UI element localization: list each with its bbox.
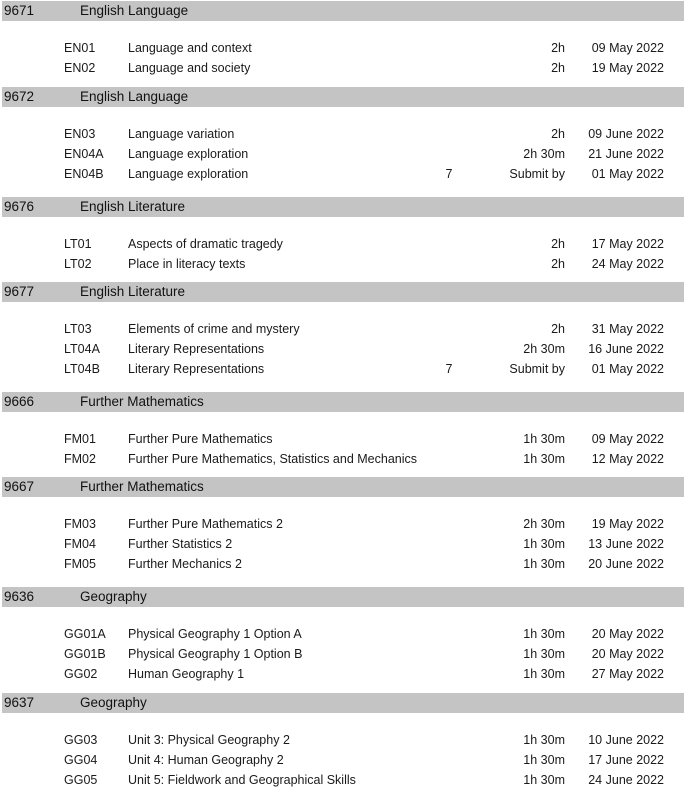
component-code: LT01 xyxy=(64,237,92,251)
component-code: EN02 xyxy=(64,61,96,75)
group-header xyxy=(2,87,684,107)
subject-name: English Language xyxy=(80,89,189,104)
component-code: EN04A xyxy=(64,147,104,161)
component-title: Physical Geography 1 Option B xyxy=(128,647,303,661)
component-code: EN04B xyxy=(64,167,104,181)
component-title: Human Geography 1 xyxy=(128,667,245,681)
component-title: Further Pure Mathematics, Statistics and Mechanics xyxy=(128,452,418,466)
subject-name: English Literature xyxy=(80,199,186,214)
exam-date: 01 May 2022 xyxy=(591,167,664,181)
exam-date: 31 May 2022 xyxy=(591,322,664,336)
component-title: Language and society xyxy=(128,61,251,75)
duration-value: 1h 30m xyxy=(523,733,565,747)
component-title: Physical Geography 1 Option A xyxy=(128,627,302,641)
qualification-code: 9671 xyxy=(4,3,35,18)
duration-value: Submit by xyxy=(509,167,565,181)
table-row xyxy=(0,58,688,78)
exam-date: 17 May 2022 xyxy=(591,237,664,251)
component-title: Further Pure Mathematics xyxy=(128,432,273,446)
duration-value: 2h xyxy=(551,127,565,141)
component-code: LT04B xyxy=(64,362,100,376)
qualification-code: 9677 xyxy=(4,284,35,299)
component-code: GG03 xyxy=(64,733,98,747)
component-code: LT03 xyxy=(64,322,92,336)
qualification-code: 9667 xyxy=(4,479,35,494)
group-header xyxy=(2,477,684,497)
component-code: FM04 xyxy=(64,537,96,551)
qualification-code: 9636 xyxy=(4,589,35,604)
duration-value: 1h 30m xyxy=(523,432,565,446)
qualification-code: 9676 xyxy=(4,199,35,214)
duration-value: 1h 30m xyxy=(523,537,565,551)
exam-date: 10 June 2022 xyxy=(588,733,664,747)
exam-date: 09 May 2022 xyxy=(591,41,664,55)
component-title: Language exploration xyxy=(128,147,249,161)
component-code: FM02 xyxy=(64,452,96,466)
component-title: Aspects of dramatic tragedy xyxy=(128,237,283,251)
component-code: GG01A xyxy=(64,627,106,641)
table-row xyxy=(0,750,688,770)
table-row xyxy=(0,644,688,664)
component-title: Further Mechanics 2 xyxy=(128,557,242,571)
component-title: Unit 4: Human Geography 2 xyxy=(128,753,284,767)
exam-date: 19 May 2022 xyxy=(591,517,664,531)
component-title: Place in literacy texts xyxy=(128,257,246,271)
component-code: EN03 xyxy=(64,127,96,141)
component-title: Unit 5: Fieldwork and Geographical Skills xyxy=(128,773,356,787)
table-row xyxy=(0,664,688,684)
exam-date: 24 May 2022 xyxy=(591,257,664,271)
exam-date: 12 May 2022 xyxy=(591,452,664,466)
component-code: FM01 xyxy=(64,432,96,446)
table-row xyxy=(0,770,688,790)
table-row xyxy=(0,359,688,379)
table-row xyxy=(0,38,688,58)
exam-date: 09 June 2022 xyxy=(588,127,664,141)
table-row xyxy=(0,164,688,184)
group-header xyxy=(2,392,684,412)
subject-name: Further Mathematics xyxy=(80,479,204,494)
group-header xyxy=(2,693,684,713)
table-row xyxy=(0,449,688,469)
subject-name: Further Mathematics xyxy=(80,394,204,409)
duration-value: 2h 30m xyxy=(523,517,565,531)
table-row xyxy=(0,730,688,750)
duration-value: 1h 30m xyxy=(523,647,565,661)
component-code: FM05 xyxy=(64,557,96,571)
table-row xyxy=(0,514,688,534)
group-header xyxy=(2,282,684,302)
exam-date: 01 May 2022 xyxy=(591,362,664,376)
exam-date: 13 June 2022 xyxy=(588,537,664,551)
component-code: FM03 xyxy=(64,517,96,531)
component-title: Literary Representations xyxy=(128,342,265,356)
duration-value: 2h xyxy=(551,257,565,271)
duration-value: 2h xyxy=(551,322,565,336)
table-row xyxy=(0,319,688,339)
component-title: Elements of crime and mystery xyxy=(128,322,300,336)
group-header xyxy=(2,197,684,217)
component-title: Further Statistics 2 xyxy=(128,537,233,551)
component-title: Language variation xyxy=(128,127,235,141)
exam-date: 16 June 2022 xyxy=(588,342,664,356)
table-row xyxy=(0,624,688,644)
component-title: Language exploration xyxy=(128,167,249,181)
duration-value: 2h xyxy=(551,41,565,55)
duration-value: Submit by xyxy=(509,362,565,376)
component-code: GG01B xyxy=(64,647,106,661)
group-header xyxy=(2,587,684,607)
exam-date: 20 May 2022 xyxy=(591,647,664,661)
exam-date: 27 May 2022 xyxy=(591,667,664,681)
marks-value: 7 xyxy=(445,362,453,376)
exam-date: 19 May 2022 xyxy=(591,61,664,75)
component-title: Language and context xyxy=(128,41,252,55)
exam-date: 20 May 2022 xyxy=(591,627,664,641)
duration-value: 2h 30m xyxy=(523,147,565,161)
group-header xyxy=(2,1,684,21)
qualification-code: 9637 xyxy=(4,695,35,710)
table-row xyxy=(0,429,688,449)
exam-date: 24 June 2022 xyxy=(588,773,664,787)
component-code: GG04 xyxy=(64,753,98,767)
exam-date: 17 June 2022 xyxy=(588,753,664,767)
subject-name: English Literature xyxy=(80,284,186,299)
component-code: LT02 xyxy=(64,257,92,271)
duration-value: 1h 30m xyxy=(523,557,565,571)
table-row xyxy=(0,144,688,164)
duration-value: 1h 30m xyxy=(523,667,565,681)
table-row xyxy=(0,124,688,144)
subject-name: English Language xyxy=(80,3,189,18)
table-row xyxy=(0,254,688,274)
marks-value: 7 xyxy=(445,167,453,181)
table-row xyxy=(0,234,688,254)
table-row xyxy=(0,339,688,359)
duration-value: 1h 30m xyxy=(523,773,565,787)
duration-value: 1h 30m xyxy=(523,627,565,641)
component-code: EN01 xyxy=(64,41,96,55)
qualification-code: 9672 xyxy=(4,89,35,104)
exam-date: 09 May 2022 xyxy=(591,432,664,446)
duration-value: 2h xyxy=(551,237,565,251)
component-code: GG02 xyxy=(64,667,98,681)
table-row xyxy=(0,534,688,554)
subject-name: Geography xyxy=(80,695,147,710)
duration-value: 2h 30m xyxy=(523,342,565,356)
subject-name: Geography xyxy=(80,589,147,604)
duration-value: 1h 30m xyxy=(523,753,565,767)
qualification-code: 9666 xyxy=(4,394,35,409)
duration-value: 2h xyxy=(551,61,565,75)
table-row xyxy=(0,554,688,574)
component-code: LT04A xyxy=(64,342,100,356)
duration-value: 1h 30m xyxy=(523,452,565,466)
component-title: Unit 3: Physical Geography 2 xyxy=(128,733,290,747)
exam-date: 20 June 2022 xyxy=(588,557,664,571)
exam-date: 21 June 2022 xyxy=(588,147,664,161)
component-title: Further Pure Mathematics 2 xyxy=(128,517,283,531)
component-code: GG05 xyxy=(64,773,98,787)
component-title: Literary Representations xyxy=(128,362,265,376)
